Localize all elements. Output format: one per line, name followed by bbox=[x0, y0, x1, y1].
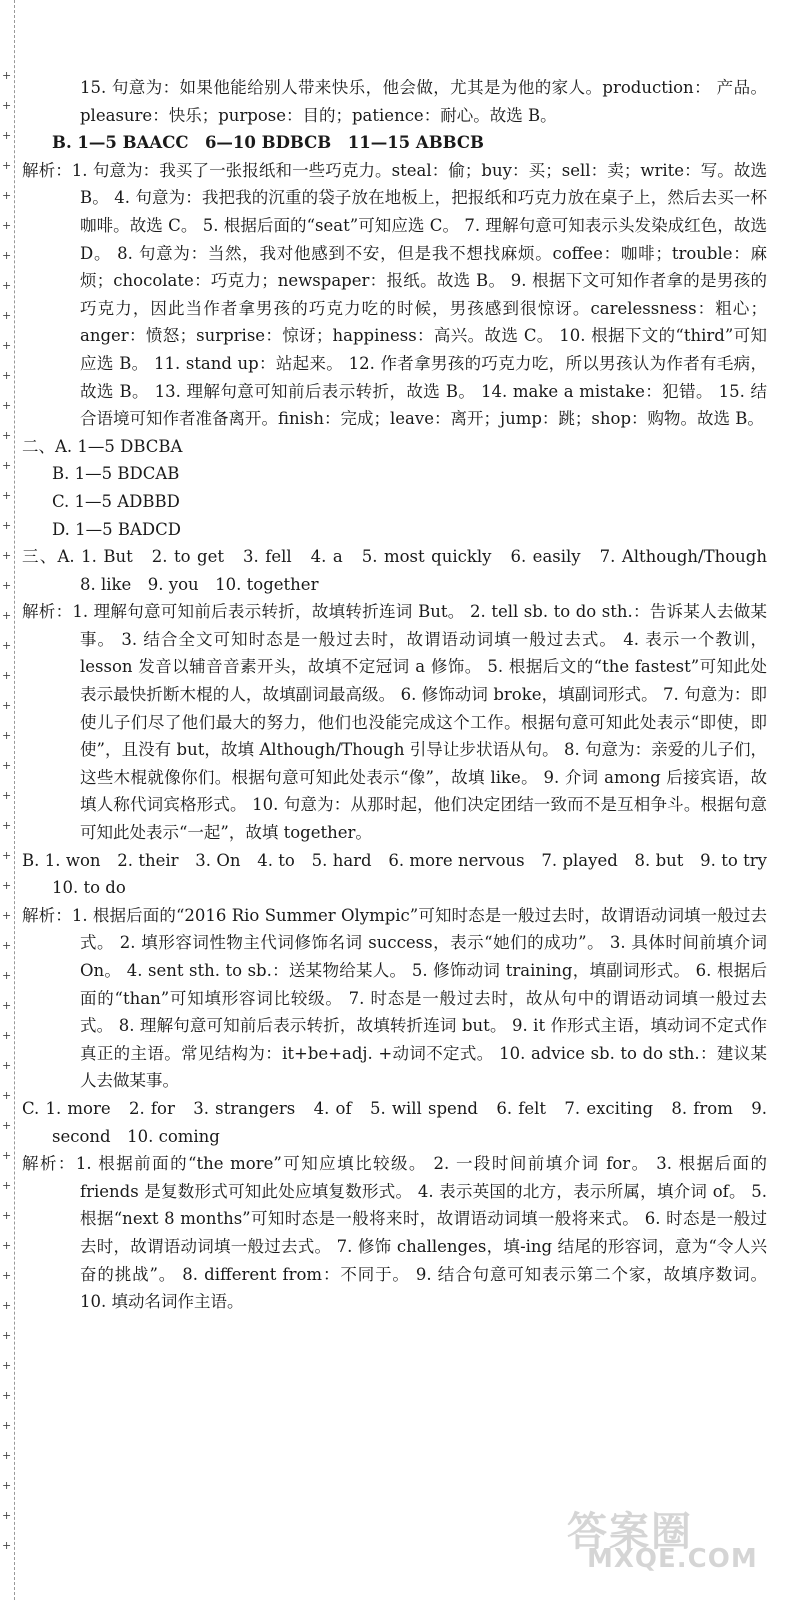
section-3c-answers: C. 1. more 2. for 3. strangers 4. of 5. will spend 6. felt 7. exciting 8. from 9. second 10. coming bbox=[22, 1098, 767, 1146]
section-1b-answers: B. 1—5 BAACC 6—10 BDBCB 11—15 ABBCB bbox=[52, 133, 484, 153]
watermark-logo: 答案圈 MXQE.COM bbox=[567, 1509, 758, 1574]
item-15-explanation: 15. 句意为：如果他能给别人带来快乐，他会做，尤其是为他的家人。production： 产品。pleasure：快乐；purpose：目的；patience：耐心。故选 B。 bbox=[80, 78, 767, 125]
section-2a-answers: 二、A. 1—5 DBCBA bbox=[22, 436, 183, 456]
section-3c-analysis: 解析：1. 根据前面的“the more”可知应填比较级。 2. 一段时间前填介词 for。 3. 根据后面的 friends 是复数形式可知此处应填复数形式。 4. 表示英国的北方，表示所属，填介词 of。 5. 根据“next 8 months”可知时态是一般将来时，故谓语动词填一般将来式。 6. 时态是一般过去时，故谓语动词填一般过去式。 7. 修饰 challenges，填-ing 结尾的形容词，意为“令人兴奋的挑战”。 8. different from：不同于。 9. 结合句意可知表示第二个家，故填序数词。 10. 填动名词作主语。 bbox=[22, 1154, 767, 1312]
section-1b-analysis: 解析：1. 句意为：我买了一张报纸和一些巧克力。steal：偷；buy：买；sell：卖；write：写。故选 B。 4. 句意为：我把我的沉重的袋子放在地板上，把报纸和巧克力放在桌子上，然后去买一杯咖啡。故选 C。 5. 根据后面的“seat”可知应选 C。 7. 理解句意可知表示头发染成红色，故选 D。 8. 句意为：当然，我对他感到不安，但是我不想找麻烦。coffee：咖啡；trouble：麻烦；chocolate：巧克力；newspaper：报纸。故选 B。 9. 根据下文可知作者拿的是男孩的巧克力，因此当作者拿男孩的巧克力吃的时候，男孩感到很惊讶。carelessness：粗心；anger：愤怒；surprise：惊讶；happiness：高兴。故选 C。 10. 根据下文的“third”可知应选 B。 11. stand up：站起来。 12. 作者拿男孩的巧克力吃，所以男孩认为作者有毛病，故选 B。 13. 理解句意可知前后表示转折，故选 B。 14. make a mistake：犯错。 15. 结合语境可知作者准备离开。finish：完成；leave：离开；jump：跳；shop：购物。故选 B。 bbox=[22, 160, 767, 429]
section-2d-answers: D. 1—5 BADCD bbox=[52, 519, 181, 539]
answer-page bbox=[22, 74, 784, 1316]
section-3a-analysis: 解析：1. 理解句意可知前后表示转折，故填转折连词 But。 2. tell sb. to do sth.：告诉某人去做某事。 3. 结合全文可知时态是一般过去时，故谓语动词填一般过去式。 4. 表示一个教训，lesson 发音以辅音音素开头，故填不定冠词 a 修饰。 5. 根据后文的“the fastest”可知此处表示最快折断木棍的人，故填副词最高级。 6. 修饰动词 broke，填副词形式。 7. 句意为：即使儿子们尽了他们最大的努力，他们也没能完成这个工作。根据句意可知此处表示“即使，即使”，且没有 but，故填 Although/Though 引导让步状语从句。 8. 句意为：亲爱的儿子们，这些木棍就像你们。根据句意可知此处表示“像”，故填 like。 9. 介词 among 后接宾语，故填人称代词宾格形式。 10. 句意为：从那时起，他们决定团结一致而不是互相争斗。根据句意可知此处表示“一起”，故填 together。 bbox=[22, 602, 767, 843]
section-3a-answers: 三、A. 1. But 2. to get 3. fell 4. a 5. most quickly 6. easily 7. Although/Though 8. like 9. you 10. together bbox=[22, 547, 784, 594]
section-3b-answers: B. 1. won 2. their 3. On 4. to 5. hard 6. more nervous 7. played 8. but 9. to try 10. to do bbox=[22, 850, 784, 898]
section-3b-analysis: 解析：1. 根据后面的“2016 Rio Summer Olympic”可知时态是一般过去时，故谓语动词填一般过去式。 2. 填形容词性物主代词修饰名词 success，表示“她们的成功”。 3. 具体时间前填介词 On。 4. sent sth. to sb.：送某物给某人。 5. 修饰动词 training，填副词形式。 6. 根据后面的“than”可知填形容词比较级。 7. 时态是一般过去时，故从句中的谓语动词填一般过去式。 8. 理解句意可知前后表示转折，故填转折连词 but。 9. it 作形式主语，填动词不定式作真正的主语。常见结构为：it+be+adj. +动词不定式。 10. advice sb. to do sth.：建议某人去做某事。 bbox=[22, 905, 767, 1091]
section-2b-answers: B. 1—5 BDCAB bbox=[52, 464, 180, 484]
section-2c-answers: C. 1—5 ADBBD bbox=[52, 491, 180, 511]
binding-margin: + + + + + + + + + + + + + + + + + + + + + + + + + + + + + + + + + + + + + + + + + + + + + + + + + + bbox=[0, 0, 15, 1600]
